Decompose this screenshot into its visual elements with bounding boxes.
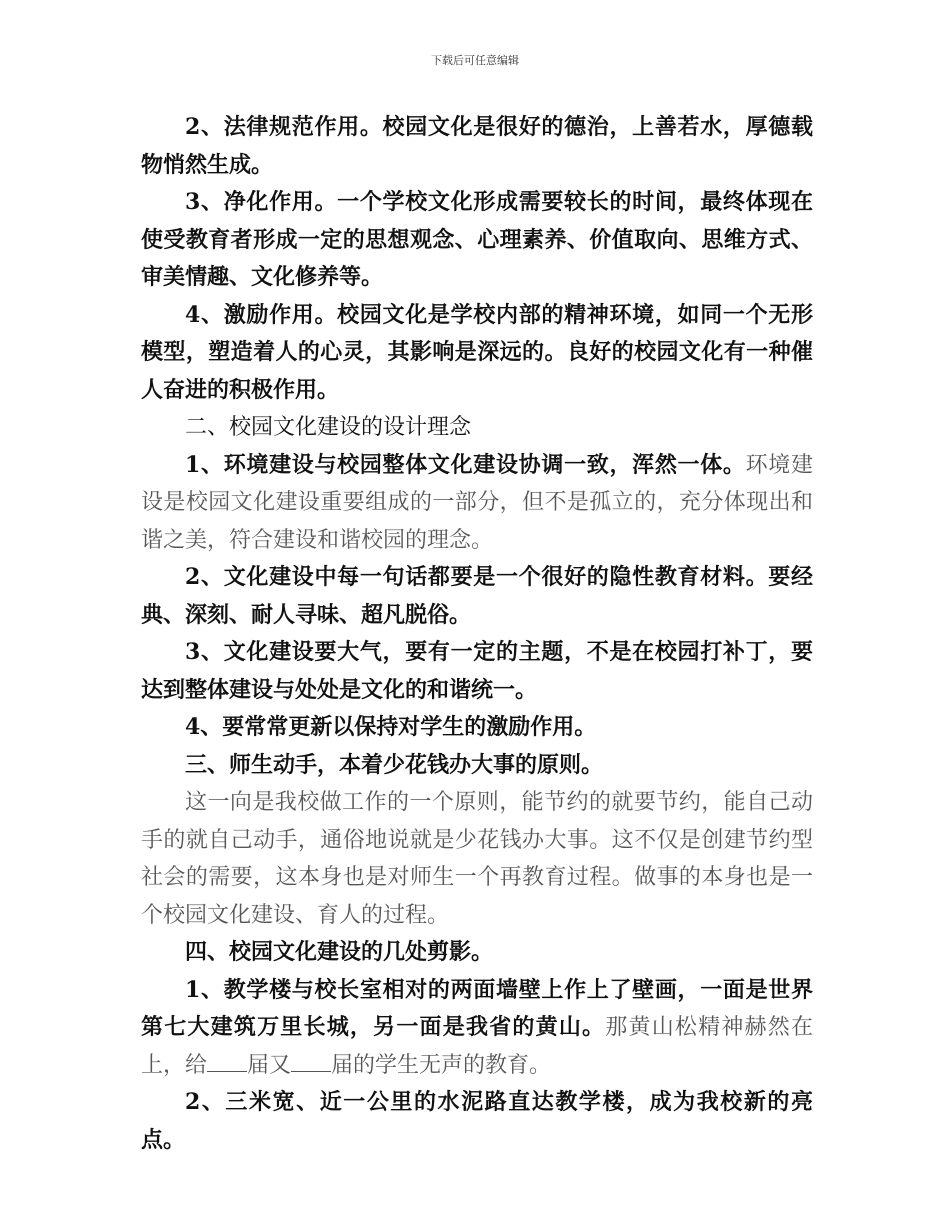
paragraph: 3、文化建设要大气，要有一定的主题，不是在校园打补丁，要达到整体建设与处处是文化的和谐统一。: [141, 639, 813, 703]
document-body: [141, 109, 813, 1159]
paragraph: 4、激励作用。校园文化是学校内部的精神环境，如同一个无形模型，塑造着人的心灵，其影响是深远的。良好的校园文化有一种催人奋进的积极作用。: [141, 301, 813, 403]
blank-underline: [291, 1053, 331, 1072]
paragraph-bold-part: 1、教学楼与校长室相对的两面墙壁上作上了壁画，一面是世界第七大建筑万里长城，另一面是我省的黄山。: [141, 976, 813, 1040]
paragraph-light-part: 届的学生无声的教育。: [331, 1052, 552, 1078]
paragraph: 4、要常常更新以保持对学生的激励作用。: [185, 714, 597, 740]
paragraph-bold-part: 1、环境建设与校园整体文化建设协调一致，浑然一体。: [185, 451, 746, 478]
paragraph: [141, 447, 813, 560]
blank-underline: [207, 1053, 247, 1072]
paragraph: 3、净化作用。一个学校文化形成需要较长的时间，最终体现在使受教育者形成一定的思想观念、心理素养、价值取向、思维方式、审美情趣、文化修养等。: [141, 189, 813, 290]
paragraph-light-part: 届又: [247, 1052, 292, 1078]
paragraph: [141, 972, 813, 1085]
section-heading: 三、师生动手，本着少花钱办大事的原则。: [185, 751, 604, 778]
paragraph: 2、文化建设中每一句话都要是一个很好的隐性教育材料。要经典、深刻、耐人寻味、超凡脱俗。: [141, 564, 813, 628]
paragraph-light-part: 那黄山松精神赫然在上，给: [141, 1015, 813, 1078]
section-heading: 四、校园文化建设的几处剪影。: [185, 939, 494, 965]
paragraph-light-part: 环境建设是校园文化建设重要组成的一部分，但不是孤立的，充分体现出和谐之美，符合建设和谐校园的理念。: [141, 452, 813, 553]
section-heading: 二、校园文化建设的设计理念: [185, 415, 472, 440]
paragraph: 2、法律规范作用。校园文化是很好的德治，上善若水，厚德载物悄然生成。: [141, 114, 813, 178]
page-header: 下载后可任意编辑: [431, 54, 519, 67]
paragraph: 2、三米宽、近一公里的水泥路直达教学楼，成为我校新的亮点。: [141, 1089, 813, 1153]
paragraph: 这一向是我校做工作的一个原则，能节约的就要节约，能自己动手的就自己动手，通俗地说就是少花钱办大事。这不仅是创建节约型社会的需要，这本身也是对师生一个再教育过程。做事的本身也是一个校园文化建设、育人的过程。: [141, 790, 813, 928]
